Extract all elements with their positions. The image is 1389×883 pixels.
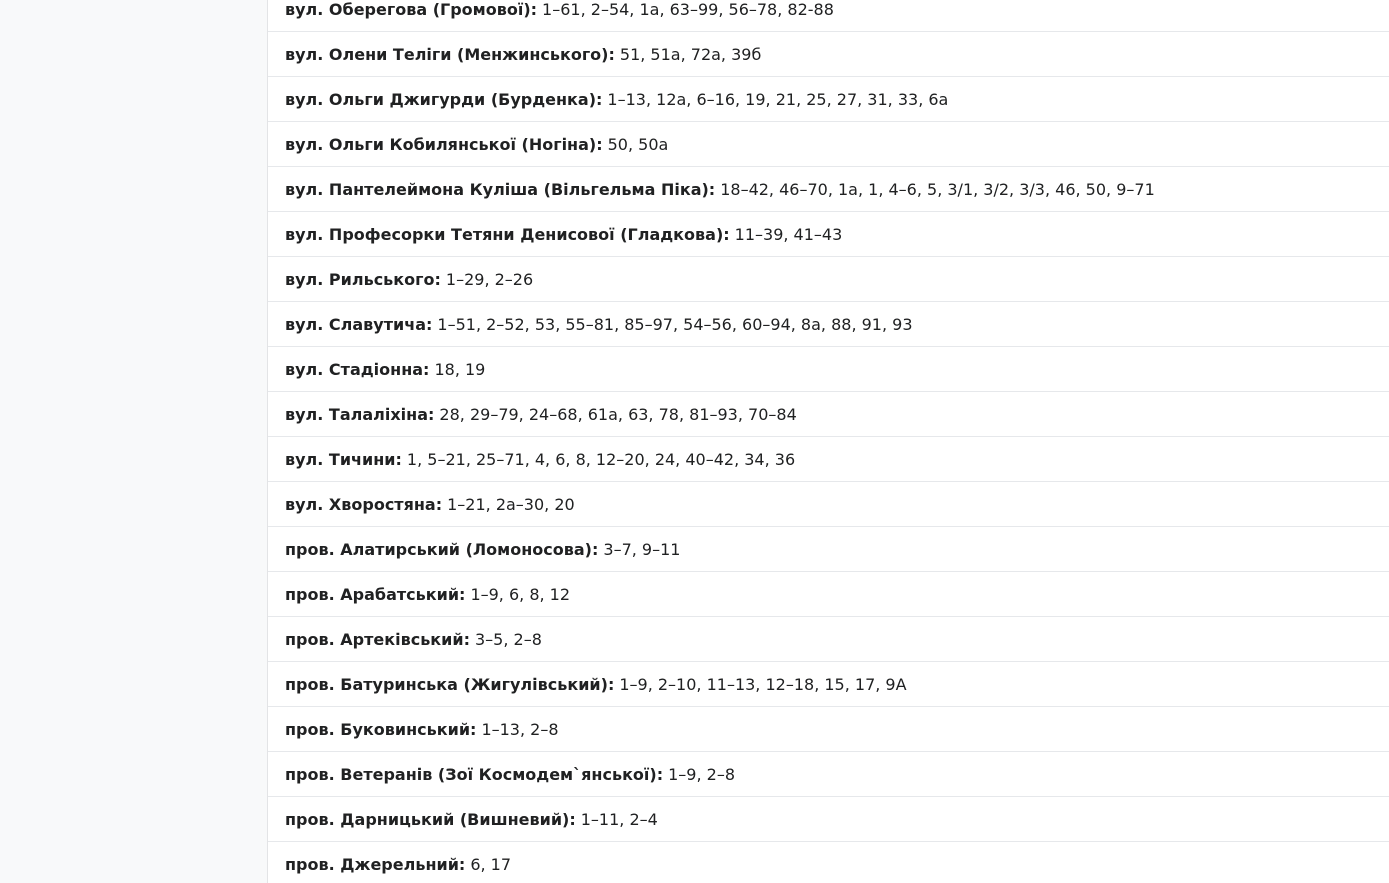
list-item — [268, 392, 1389, 437]
street-name: вул. Пантелеймона Куліша (Вільгельма Піка) — [285, 179, 709, 199]
house-numbers: 1–13, 12а, 6–16, 19, 21, 25, 27, 31, 33, 6а — [607, 89, 949, 109]
street-name: вул. Тичини — [285, 449, 396, 469]
street-name: вул. Хворостяна — [285, 494, 436, 514]
list-item — [268, 842, 1389, 883]
list-item — [268, 167, 1389, 212]
street-name: вул. Оберегова (Громової) — [285, 0, 531, 19]
house-numbers: 18, 19 — [434, 359, 486, 379]
list-item — [268, 707, 1389, 752]
list-item — [268, 122, 1389, 167]
house-numbers: 1–29, 2–26 — [445, 269, 534, 289]
street-name: вул. Професорки Тетяни Денисової (Гладкова) — [285, 224, 724, 244]
list-item — [268, 527, 1389, 572]
street-name: пров. Алатирський (Ломоносова) — [285, 539, 592, 559]
house-numbers: 3–5, 2–8 — [475, 629, 542, 649]
list-item — [268, 212, 1389, 257]
street-separator: : — [708, 179, 716, 199]
house-numbers: 1–61, 2–54, 1а, 63–99, 56–78, 82-88 — [542, 0, 834, 19]
house-numbers: 28, 29–79, 24–68, 61а, 63, 78, 81–93, 70–84 — [439, 404, 797, 424]
street-separator: : — [607, 674, 615, 694]
street-separator: : — [435, 494, 443, 514]
list-item — [268, 437, 1389, 482]
house-numbers: 1, 5–21, 25–71, 4, 6, 8, 12–20, 24, 40–42, 34, 36 — [406, 449, 796, 469]
house-numbers: 3–7, 9–11 — [603, 539, 681, 559]
house-numbers: 11–39, 41–43 — [734, 224, 843, 244]
list-item — [268, 302, 1389, 347]
house-numbers: 51, 51а, 72а, 39б — [619, 44, 762, 64]
house-numbers: 1–11, 2–4 — [580, 809, 658, 829]
list-item — [268, 347, 1389, 392]
house-numbers: 6, 17 — [470, 854, 512, 874]
list-item — [268, 662, 1389, 707]
street-separator: : — [459, 584, 466, 604]
street-name: вул. Стадіонна — [285, 359, 424, 379]
street-name: вул. Рильського — [285, 269, 435, 289]
list-item — [268, 0, 1389, 32]
street-name: вул. Ольги Кобилянської (Ногіна) — [285, 134, 597, 154]
street-separator: : — [569, 809, 576, 829]
list-item — [268, 257, 1389, 302]
main-content — [268, 0, 1389, 883]
list-item — [268, 797, 1389, 842]
street-separator: : — [395, 449, 402, 469]
house-numbers: 50, 50а — [607, 134, 669, 154]
list-item — [268, 617, 1389, 662]
sidebar — [0, 0, 268, 883]
street-separator: : — [458, 854, 466, 874]
street-name: пров. Дарницький (Вишневий) — [285, 809, 570, 829]
street-separator: : — [426, 314, 433, 334]
house-numbers: 18–42, 46–70, 1а, 1, 4–6, 5, 3/1, 3/2, 3/3, 46, 50, 9–71 — [720, 179, 1155, 199]
house-numbers: 1–21, 2а–30, 20 — [447, 494, 575, 514]
street-name: пров. Джерельний — [285, 854, 459, 874]
street-name: вул. Ольги Джигурди (Бурденка) — [285, 89, 597, 109]
street-separator: : — [656, 764, 664, 784]
house-numbers: 1–9, 6, 8, 12 — [470, 584, 571, 604]
street-separator: : — [723, 224, 730, 244]
street-separator: : — [596, 89, 603, 109]
street-separator: : — [423, 359, 430, 379]
list-item — [268, 482, 1389, 527]
house-numbers: 1–9, 2–8 — [668, 764, 736, 784]
house-numbers: 1–9, 2–10, 11–13, 12–18, 15, 17, 9А — [619, 674, 907, 694]
list-item — [268, 77, 1389, 122]
street-separator: : — [596, 134, 603, 154]
street-name: вул. Талаліхіна — [285, 404, 429, 424]
street-separator: : — [428, 404, 435, 424]
street-name: пров. Батуринська (Жигулівський) — [285, 674, 608, 694]
house-numbers: 1–13, 2–8 — [481, 719, 559, 739]
street-separator: : — [463, 629, 470, 649]
street-name: вул. Славутича — [285, 314, 426, 334]
street-list — [268, 0, 1389, 883]
street-name: пров. Арабатський — [285, 584, 460, 604]
house-numbers: 1–51, 2–52, 53, 55–81, 85–97, 54–56, 60–94, 8а, 88, 91, 93 — [437, 314, 913, 334]
street-name: пров. Артеківський — [285, 629, 464, 649]
street-name: пров. Ветеранів (Зої Космодем`янської) — [285, 764, 657, 784]
list-item — [268, 32, 1389, 77]
street-separator: : — [470, 719, 477, 739]
street-name: вул. Олени Теліги (Менжинського) — [285, 44, 609, 64]
list-item — [268, 572, 1389, 617]
street-name: пров. Буковинський — [285, 719, 471, 739]
street-separator: : — [591, 539, 599, 559]
street-separator: : — [608, 44, 615, 64]
street-separator: : — [530, 0, 538, 19]
street-separator: : — [434, 269, 441, 289]
list-item — [268, 752, 1389, 797]
